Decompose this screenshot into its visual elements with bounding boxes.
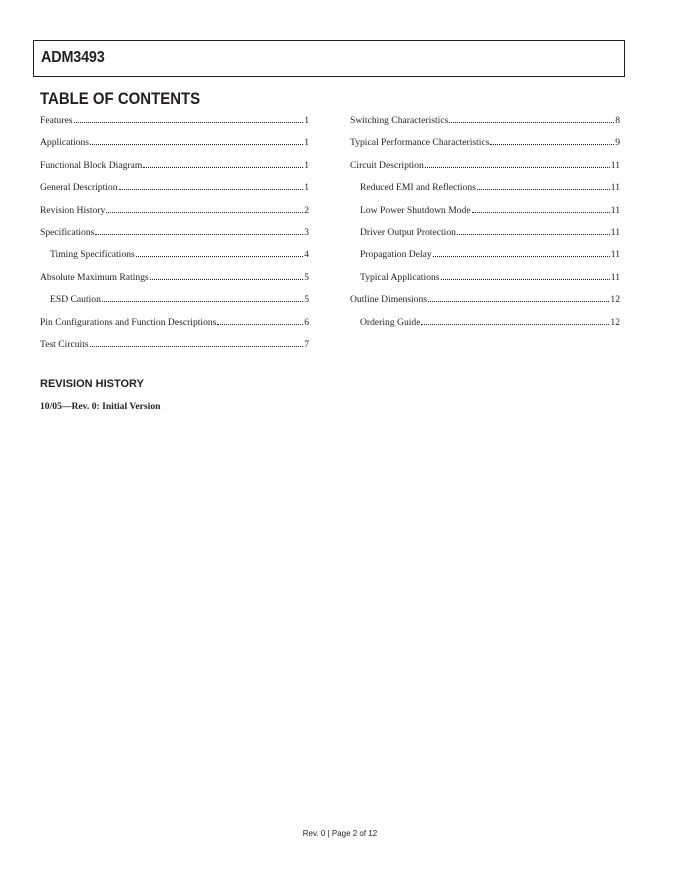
toc-subentry[interactable] <box>40 247 309 269</box>
toc-entry-page: 11 <box>610 182 620 194</box>
toc-entry[interactable] <box>40 135 309 157</box>
toc-subentry[interactable] <box>350 203 620 225</box>
toc-entry[interactable] <box>350 135 620 157</box>
toc-leader <box>143 158 303 168</box>
toc-leader <box>102 292 303 302</box>
toc-entry-page: 12 <box>610 316 620 328</box>
toc-entry-page: 5 <box>304 271 309 283</box>
toc-leader <box>449 113 614 123</box>
toc-leader <box>433 247 610 257</box>
toc-leader <box>74 113 304 123</box>
toc-entry-page: 11 <box>610 249 620 261</box>
toc-entry-label: Ordering Guide <box>360 316 421 328</box>
toc-entry-page: 3 <box>304 226 309 238</box>
toc-entry[interactable] <box>40 203 309 225</box>
toc-entry-label: Test Circuits <box>40 338 89 350</box>
toc-leader <box>421 315 609 325</box>
toc-entry[interactable] <box>40 158 309 180</box>
toc-entry-label: Switching Characteristics <box>350 115 449 126</box>
toc-leader <box>90 135 303 145</box>
toc-entry-page: 1 <box>304 137 309 149</box>
toc-leader <box>136 247 304 257</box>
toc-entry[interactable] <box>40 225 309 247</box>
part-number: ADM3493 <box>41 49 105 66</box>
revision-history-heading: REVISION HISTORY <box>40 378 144 390</box>
toc-entry-label: Features <box>40 115 73 126</box>
toc-entry-page: 11 <box>610 204 620 216</box>
toc-leader <box>90 337 304 347</box>
toc-entry-label: ESD Caution <box>50 294 101 306</box>
toc-entry-label: Reduced EMI and Reflections <box>360 182 476 194</box>
toc-entry-page: 1 <box>304 115 309 126</box>
toc-entry-label: Specifications <box>40 226 95 238</box>
toc-leader <box>472 203 610 213</box>
document-header <box>33 40 625 77</box>
toc-entry-label: Outline Dimensions <box>350 294 428 306</box>
toc-entry-page: 11 <box>610 159 620 171</box>
toc-subentry[interactable] <box>350 315 620 337</box>
toc-entry[interactable] <box>40 180 309 202</box>
toc-entry-page: 8 <box>615 115 620 126</box>
toc-entry-label: Pin Configurations and Function Descriptions <box>40 316 217 328</box>
toc-entry[interactable] <box>350 113 620 135</box>
page-footer: Rev. 0 | Page 2 of 12 <box>302 829 378 838</box>
toc-leader <box>150 270 303 280</box>
toc-entry-label: Typical Performance Characteristics <box>350 137 490 149</box>
toc-entry[interactable] <box>40 270 309 292</box>
toc-leader <box>106 203 303 213</box>
toc-subentry[interactable] <box>350 270 620 292</box>
toc-right-column <box>350 113 620 337</box>
toc-entry-label: General Description <box>40 182 118 194</box>
toc-entry-page: 12 <box>610 294 620 306</box>
toc-entry-label: Circuit Description <box>350 159 424 171</box>
toc-entry-page: 11 <box>610 226 620 238</box>
toc-leader <box>477 180 610 190</box>
toc-entry-label: Applications <box>40 137 90 149</box>
toc-entry[interactable] <box>350 292 620 314</box>
toc-entry-label: Functional Block Diagram <box>40 159 143 171</box>
toc-leader <box>457 225 610 235</box>
toc-entry-page: 4 <box>304 249 309 261</box>
toc-entry[interactable] <box>350 158 620 180</box>
toc-subentry[interactable] <box>40 292 309 314</box>
toc-leader <box>425 158 610 168</box>
toc-entry-label: Absolute Maximum Ratings <box>40 271 149 283</box>
toc-entry[interactable] <box>40 315 309 337</box>
toc-subentry[interactable] <box>350 180 620 202</box>
toc-entry[interactable] <box>40 113 309 135</box>
toc-entry-label: Driver Output Protection <box>360 226 456 238</box>
toc-leader <box>428 292 609 302</box>
toc-entry[interactable] <box>40 337 309 359</box>
toc-entry-page: 9 <box>615 137 620 149</box>
revision-entry: 10/05—Rev. 0: Initial Version <box>40 401 161 412</box>
toc-leader <box>95 225 303 235</box>
toc-leader <box>441 270 610 280</box>
toc-entry-page: 2 <box>304 204 309 216</box>
toc-subentry[interactable] <box>350 247 620 269</box>
toc-entry-page: 5 <box>304 294 309 306</box>
toc-entry-page: 7 <box>304 338 309 350</box>
toc-entry-label: Revision History <box>40 204 106 216</box>
toc-leader <box>119 180 304 190</box>
toc-entry-page: 6 <box>304 316 309 328</box>
toc-left-column <box>40 113 309 359</box>
toc-entry-page: 1 <box>304 182 309 194</box>
toc-entry-page: 11 <box>610 271 620 283</box>
toc-entry-label: Typical Applications <box>360 271 440 283</box>
toc-entry-label: Low Power Shutdown Mode <box>360 204 471 216</box>
toc-leader <box>217 315 303 325</box>
toc-entry-page: 1 <box>304 159 309 171</box>
toc-title: TABLE OF CONTENTS <box>40 89 201 108</box>
toc-leader <box>490 135 614 145</box>
toc-entry-label: Timing Specifications <box>50 249 135 261</box>
toc-entry-label: Propagation Delay <box>360 249 432 261</box>
toc-subentry[interactable] <box>350 225 620 247</box>
